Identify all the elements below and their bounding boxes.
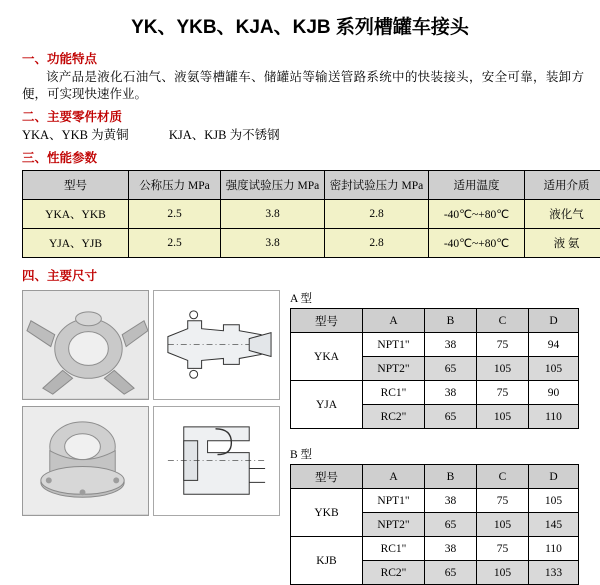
dimension-table-b	[290, 464, 579, 585]
section-heading-features: 一、功能特点	[22, 49, 600, 67]
coupling-drawing-b	[153, 406, 280, 516]
section-heading-material: 二、主要零件材质	[22, 107, 600, 125]
dim-header-cell: C	[477, 465, 529, 489]
table-header-row	[23, 171, 600, 200]
performance-table	[22, 170, 600, 258]
table-row	[23, 200, 600, 229]
table-row	[23, 229, 600, 258]
dim-cell: 38	[425, 489, 477, 513]
perf-cell: 2.8	[325, 229, 429, 258]
dim-cell: 38	[425, 537, 477, 561]
image-row-a	[22, 290, 280, 400]
dim-header-cell: A	[363, 309, 425, 333]
dim-cell: NPT2"	[363, 513, 425, 537]
perf-header-cell: 公称压力 MPa	[129, 171, 221, 200]
coupling-drawing-b-art	[154, 407, 279, 514]
coupling-drawing-a-art	[154, 291, 279, 398]
type-label-a: A 型	[290, 290, 578, 306]
performance-table-wrap	[22, 170, 578, 258]
dimensions-section	[0, 290, 600, 530]
section-heading-dimensions: 四、主要尺寸	[22, 266, 600, 284]
dim-cell: 110	[529, 537, 579, 561]
image-row-b	[22, 406, 280, 516]
dim-cell: 94	[529, 333, 579, 357]
table-row	[291, 537, 579, 561]
dim-cell: 133	[529, 561, 579, 585]
dim-cell: 105	[529, 357, 579, 381]
dim-header-cell: A	[363, 465, 425, 489]
dim-cell: 65	[425, 513, 477, 537]
dim-header-cell: 型号	[291, 309, 363, 333]
dim-cell: 75	[477, 489, 529, 513]
perf-cell: 3.8	[221, 229, 325, 258]
type-label-b: B 型	[290, 446, 578, 462]
perf-cell: 液化气	[525, 200, 600, 229]
dim-cell: 38	[425, 333, 477, 357]
dim-cell: 110	[529, 405, 579, 429]
product-images	[22, 290, 280, 522]
table-row	[291, 381, 579, 405]
dim-block-a	[290, 290, 578, 429]
perf-cell: 2.5	[129, 229, 221, 258]
dim-cell: 65	[425, 561, 477, 585]
perf-cell: -40℃~+80℃	[429, 229, 525, 258]
dim-cell: 75	[477, 381, 529, 405]
dim-header-cell: B	[425, 465, 477, 489]
dim-cell: RC2"	[363, 405, 425, 429]
section-heading-performance: 三、性能参数	[22, 148, 600, 166]
features-paragraph: 该产品是液化石油气、液氨等槽罐车、储罐站等输送管路系统中的快装接头，安全可靠，装卸方便，可实现快速作业。	[22, 69, 584, 103]
dim-header-cell: D	[529, 309, 579, 333]
dim-cell: 65	[425, 357, 477, 381]
dim-cell: NPT1"	[363, 489, 425, 513]
dimension-tables	[290, 290, 578, 585]
dim-cell: 105	[477, 561, 529, 585]
dim-cell: 145	[529, 513, 579, 537]
perf-cell: 2.8	[325, 200, 429, 229]
perf-cell: -40℃~+80℃	[429, 200, 525, 229]
dim-cell: 105	[529, 489, 579, 513]
dim-cell: 38	[425, 381, 477, 405]
dim-header-cell: 型号	[291, 465, 363, 489]
dim-cell: 90	[529, 381, 579, 405]
dim-header-cell: C	[477, 309, 529, 333]
dim-cell: 105	[477, 357, 529, 381]
perf-cell: 液 氨	[525, 229, 600, 258]
perf-header-cell: 强度试验压力 MPa	[221, 171, 325, 200]
dim-cell: RC1"	[363, 537, 425, 561]
perf-header-cell: 适用温度	[429, 171, 525, 200]
perf-header-cell: 密封试验压力 MPa	[325, 171, 429, 200]
coupling-photo-b-art	[23, 407, 148, 514]
coupling-photo-b	[22, 406, 149, 516]
dim-cell: RC1"	[363, 381, 425, 405]
dim-cell: 105	[477, 513, 529, 537]
perf-cell: 3.8	[221, 200, 325, 229]
dim-header-cell: B	[425, 309, 477, 333]
coupling-photo-a	[22, 290, 149, 400]
dim-model-cell: YJA	[291, 381, 363, 429]
perf-header-cell: 型号	[23, 171, 129, 200]
table-row	[291, 333, 579, 357]
coupling-drawing-a	[153, 290, 280, 400]
dim-model-cell: KJB	[291, 537, 363, 585]
material-steel-text: KJA、KJB 为不锈钢	[169, 128, 280, 142]
coupling-photo-a-art	[23, 291, 148, 398]
material-line	[22, 127, 584, 144]
page-title: YK、YKB、KJA、KJB 系列槽罐车接头	[0, 0, 600, 45]
dim-cell: NPT2"	[363, 357, 425, 381]
perf-header-cell: 适用介质	[525, 171, 600, 200]
dim-model-cell: YKB	[291, 489, 363, 537]
dim-cell: 75	[477, 537, 529, 561]
dim-cell: 65	[425, 405, 477, 429]
dim-cell: 105	[477, 405, 529, 429]
dim-header-cell: D	[529, 465, 579, 489]
dimension-table-a	[290, 308, 579, 429]
perf-cell: YKA、YKB	[23, 200, 129, 229]
dim-cell: NPT1"	[363, 333, 425, 357]
dim-cell: RC2"	[363, 561, 425, 585]
material-brass-text: YKA、YKB 为黄铜	[22, 128, 129, 142]
perf-cell: 2.5	[129, 200, 221, 229]
dim-cell: 75	[477, 333, 529, 357]
table-header-row	[291, 309, 579, 333]
table-row	[291, 489, 579, 513]
dim-model-cell: YKA	[291, 333, 363, 381]
table-header-row	[291, 465, 579, 489]
perf-cell: YJA、YJB	[23, 229, 129, 258]
